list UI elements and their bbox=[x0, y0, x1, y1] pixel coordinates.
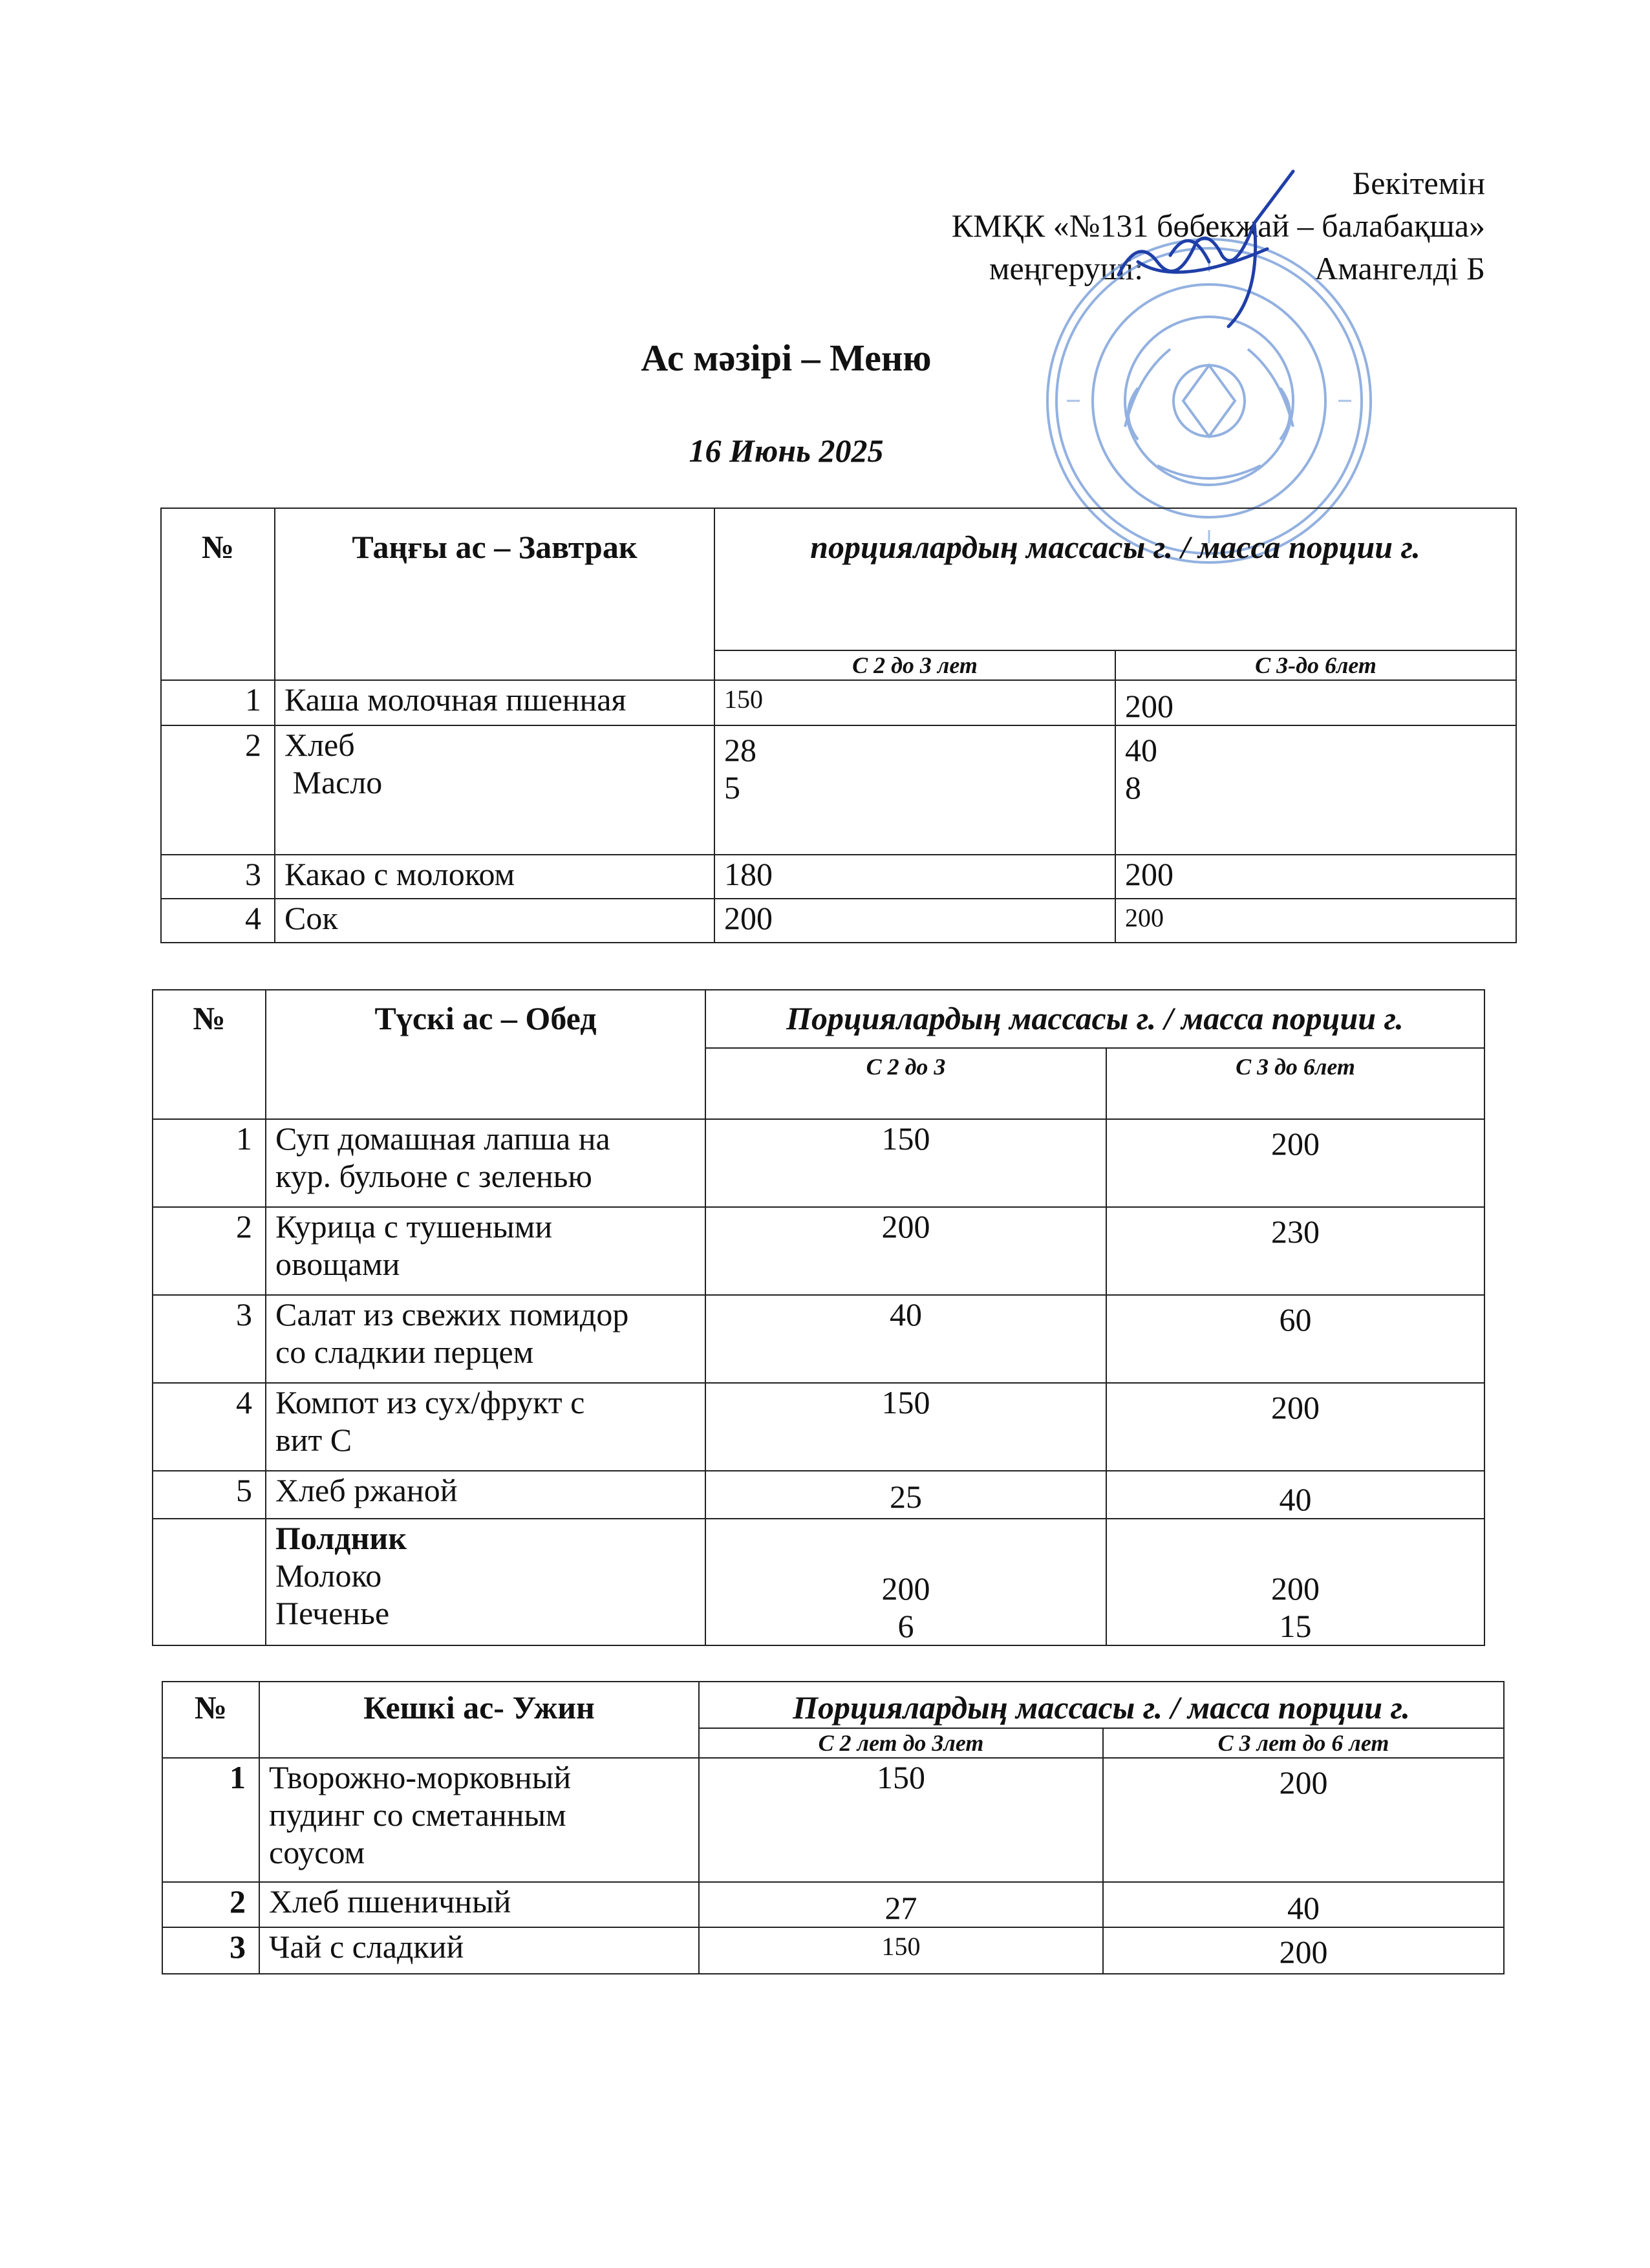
approval-title: Бекітемін bbox=[1352, 165, 1485, 201]
portion-small: 28 5 bbox=[714, 725, 1115, 855]
approval-organization: КМҚК «№131 бөбекжай – балабақша» bbox=[951, 208, 1485, 244]
dish-name: Хлеб пшеничный bbox=[259, 1882, 699, 1927]
dish-name: Суп домашная лапша на кур. бульоне с зеленью bbox=[266, 1119, 705, 1207]
portion-small: 150 bbox=[699, 1758, 1103, 1882]
dish-name: Компот из сух/фрукт с вит С bbox=[266, 1383, 705, 1471]
table-row: 1 Каша молочная пшенная 150 200 bbox=[161, 680, 1516, 725]
dish-name: Творожно-морковный пудинг со сметанным соусом bbox=[259, 1758, 699, 1882]
portion-large: 200 bbox=[1103, 1758, 1504, 1882]
dish-name: Курица с тушеными овощами bbox=[266, 1207, 705, 1295]
portion-large: 40 8 bbox=[1115, 725, 1516, 855]
portion-large: 200 bbox=[1106, 1383, 1484, 1471]
table-row: 1 Суп домашная лапша на кур. бульоне с зеленью 150 200 bbox=[153, 1119, 1484, 1207]
snack-row bbox=[153, 1519, 1484, 1645]
portion-small: 180 bbox=[714, 855, 1115, 899]
table-row: 4 Сок 200 200 bbox=[161, 899, 1516, 943]
signature-icon bbox=[1099, 165, 1332, 346]
header-number: № bbox=[153, 990, 266, 1119]
header-age-2-3: С 2 лет до 3лет bbox=[699, 1728, 1103, 1758]
approval-position: меңгеруші: bbox=[989, 250, 1144, 286]
table-row: 5 Хлеб ржаной 25 40 bbox=[153, 1471, 1484, 1519]
dinner-table bbox=[162, 1681, 1505, 1974]
portion-large: 200 bbox=[1115, 680, 1516, 725]
portion-small: 40 bbox=[705, 1295, 1106, 1383]
header-portion-mass: Порциялардың массасы г. / масса порции г. bbox=[699, 1682, 1504, 1728]
dish-name: Хлеб Масло bbox=[275, 725, 714, 855]
portion-large: 200 15 bbox=[1106, 1519, 1484, 1645]
header-age-2-3: С 2 до 3 bbox=[705, 1048, 1106, 1119]
portion-small: 150 bbox=[705, 1119, 1106, 1207]
portion-small: 200 bbox=[705, 1207, 1106, 1295]
page-title: Ас мәзірі – Меню bbox=[641, 337, 932, 379]
table-row: 2 Хлеб пшеничный 27 40 bbox=[162, 1882, 1504, 1927]
header-meal: Кешкі ас- Ужин bbox=[259, 1682, 699, 1758]
snack-title: Полдник bbox=[275, 1520, 407, 1556]
portion-small: 150 bbox=[699, 1927, 1103, 1974]
portion-small: 200 6 bbox=[705, 1519, 1106, 1645]
table-row: 3 Чай с сладкий 150 200 bbox=[162, 1927, 1504, 1974]
dish-name: Хлеб ржаной bbox=[266, 1471, 705, 1519]
header-number: № bbox=[162, 1682, 259, 1758]
header-meal: Түскі ас – Обед bbox=[266, 990, 705, 1119]
table-row: 3 Какао с молоком 180 200 bbox=[161, 855, 1516, 899]
portion-small: 25 bbox=[705, 1471, 1106, 1519]
lunch-table bbox=[152, 989, 1485, 1646]
portion-large: 200 bbox=[1115, 855, 1516, 899]
breakfast-table bbox=[160, 508, 1517, 943]
header-age-3-6: С 3-до 6лет bbox=[1115, 650, 1516, 680]
snack-items: Полдник Молоко Печенье bbox=[266, 1519, 705, 1645]
portion-large: 200 bbox=[1115, 899, 1516, 943]
table-row: 2 Хлеб Масло 28 5 40 8 bbox=[161, 725, 1516, 855]
dish-name: Салат из свежих помидор со сладкии перцем bbox=[266, 1295, 705, 1383]
menu-date: 16 Июнь 2025 bbox=[689, 433, 884, 469]
header-portion-mass: Порциялардың массасы г. / масса порции г. bbox=[705, 990, 1484, 1048]
dish-name: Чай с сладкий bbox=[259, 1927, 699, 1974]
portion-large: 60 bbox=[1106, 1295, 1484, 1383]
header-age-3-6: С 3 до 6лет bbox=[1106, 1048, 1484, 1119]
table-row: 3 Салат из свежих помидор со сладкии перцем 40 60 bbox=[153, 1295, 1484, 1383]
dish-name: Какао с молоком bbox=[275, 855, 714, 899]
portion-large: 40 bbox=[1103, 1882, 1504, 1927]
portion-small: 27 bbox=[699, 1882, 1103, 1927]
table-row: 2 Курица с тушеными овощами 200 230 bbox=[153, 1207, 1484, 1295]
approval-name: Амангелді Б bbox=[1314, 250, 1485, 286]
header-portion-mass: порциялардың массасы г. / масса порции г. bbox=[714, 508, 1516, 650]
dish-name: Сок bbox=[275, 899, 714, 943]
portion-large: 230 bbox=[1106, 1207, 1484, 1295]
portion-large: 200 bbox=[1106, 1119, 1484, 1207]
header-meal: Таңғы ас – Завтрак bbox=[275, 508, 714, 680]
table-row: 1 Творожно-морковный пудинг со сметанным соусом 150 200 bbox=[162, 1758, 1504, 1882]
portion-large: 200 bbox=[1103, 1927, 1504, 1974]
header-age-2-3: С 2 до 3 лет bbox=[714, 650, 1115, 680]
portion-small: 150 bbox=[714, 680, 1115, 725]
portion-large: 40 bbox=[1106, 1471, 1484, 1519]
header-number: № bbox=[161, 508, 275, 680]
header-age-3-6: С 3 лет до 6 лет bbox=[1103, 1728, 1504, 1758]
portion-small: 200 bbox=[714, 899, 1115, 943]
dish-name: Каша молочная пшенная bbox=[275, 680, 714, 725]
table-row: 4 Компот из сух/фрукт с вит С 150 200 bbox=[153, 1383, 1484, 1471]
portion-small: 150 bbox=[705, 1383, 1106, 1471]
